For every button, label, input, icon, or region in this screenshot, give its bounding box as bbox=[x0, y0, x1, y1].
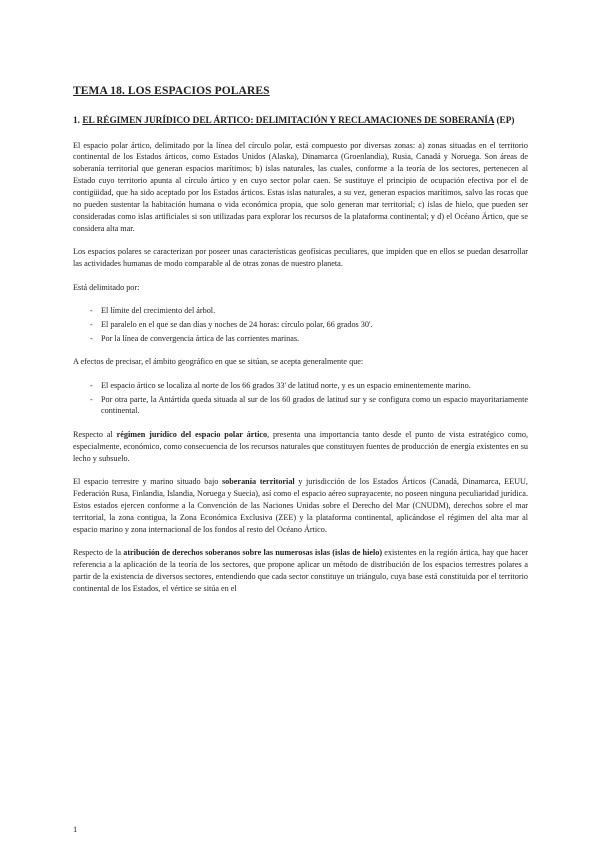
bold-term: régimen jurídico del espacio polar ártico bbox=[116, 429, 268, 439]
delimitation-list bbox=[73, 305, 528, 345]
section-number: 1. bbox=[73, 116, 80, 126]
paragraph-sovereignty: El espacio terrestre y marino situado bajo soberanía territorial y jurisdicción de los Estados Árticos (Canadá, Dinamarca, EEUU, Federación Rusa, Finlandia, Islandia, Noruega y Suecia), así como el espacio aéreo suprayacente, no poseen ninguna peculiaridad jurídica. Estos estados ejercen conforme a la Convención de las Naciones Unidas sobre el Derecho del Mar (CNUDM), derechos sobre el mar territorial, la zona contigua, la Zona Económica Exclusiva (ZEE) y la plataforma continental, aplicándose el régimen del alta mar al espacio marino y zona internacional de los fondos al resto del Océano Ártico. bbox=[73, 477, 528, 534]
paragraph-arctic-zones: El espacio polar ártico, delimitado por la línea del círculo polar, está compuesto por diversas zonas: a) zonas situadas en el territorio continental de los Estados árticos, como Estados Unidos (Alaska), Dinamarca (Groenlandia), Rusia, Canadá y Noruega. Son áreas de soberanía territorial que generan espacios marítimos; b) islas naturales, las cuales, conforme a la teoría de los sectores, pertenecen al Estado cuyo territorio apunta al círculo ártico y en cuyo sector polar caen. Se sustituye el principio de ocupación efectiva por el de contigüidad, que ha sido aceptado por los Estados árticos. Estas islas naturales, a su vez, generan espacios marítimos, salvo las rocas que no pueden sustentar la habitación humana o vida económica propia, que solo generan mar territorial; c) islas de hielo, que pueden ser consideradas como islas artificiales si son utilizadas para explorar los recursos de la plataforma continental; y d) el Océano Ártico, que se considera alta mar. bbox=[73, 140, 528, 233]
list-item: - El espacio ártico se localiza al norte de los 66 grados 33' de latitud norte, y es un espacio eminentemente marino. bbox=[90, 380, 471, 390]
paragraph-islands: Respecto de la atribución de derechos soberanos sobre las numerosas islas (islas de hielo) existentes en la región ártica, hay que hacer referencia a la aplicación de la teoría de los sectores, que propone aplicar un método de distribución de los espacios terrestres polares a partir de la existencia de diversos sectores, entendiendo que cada sector constituye un triángulo, cuya base está constituida por el territorio continental de los Estados, el vértice se sitúa en el bbox=[73, 548, 528, 593]
bullet: - bbox=[90, 394, 93, 404]
paragraph-delimited-by: Está delimitado por: bbox=[73, 282, 140, 292]
bullet: - bbox=[90, 305, 93, 315]
bold-term: atribución de derechos soberanos sobre las numerosas islas (islas de hielo) bbox=[123, 548, 383, 558]
list-item: - Por otra parte, la Antártida queda situada al sur de los 60 grados de latitud sur y se configura como un espacio mayoritariamente continental. bbox=[90, 394, 528, 416]
list-item: - Por la línea de convergencia ártica de las corrientes marinas. bbox=[90, 333, 300, 343]
scope-list bbox=[73, 380, 528, 418]
list-item: - El paralelo en el que se dan días y noches de 24 horas: círculo polar, 66 grados 30'. bbox=[90, 319, 373, 329]
bullet: - bbox=[90, 380, 93, 390]
bullet: - bbox=[90, 333, 93, 343]
bullet: - bbox=[90, 319, 93, 329]
page-title: TEMA 18. LOS ESPACIOS POLARES bbox=[73, 85, 270, 97]
page-content bbox=[73, 85, 528, 606]
list-item: - El límite del crecimiento del árbol. bbox=[90, 305, 216, 315]
paragraph-geophysical: Los espacios polares se caracterizan por poseer unas características geofísicas peculiares, que impiden que en ellos se puedan desarrollar las actividades humanas de modo comparable al de otras zonas de nuestro planeta. bbox=[73, 247, 528, 269]
section-heading-text: EL RÉGIMEN JURÍDICO DEL ÁRTICO: DELIMITACIÓN Y RECLAMACIONES DE SOBERANÍA bbox=[82, 116, 495, 126]
section-heading bbox=[73, 115, 528, 128]
page-number: 1 bbox=[73, 824, 78, 834]
section-heading-suffix: (EP) bbox=[496, 116, 515, 126]
paragraph-legal-regime: Respecto al régimen jurídico del espacio polar ártico, presenta una importancia tanto desde el punto de vista estratégico como, especialmente, económico, como consecuencia de los recursos naturales que constituyen fuentes de producción de energía existentes en su lecho y subsuelo. bbox=[73, 429, 529, 463]
bold-term: soberanía territorial bbox=[221, 477, 295, 487]
paragraph-geographic-scope: A efectos de precisar, el ámbito geográfico en que se sitúan, se acepta generalmente que: bbox=[73, 357, 364, 367]
